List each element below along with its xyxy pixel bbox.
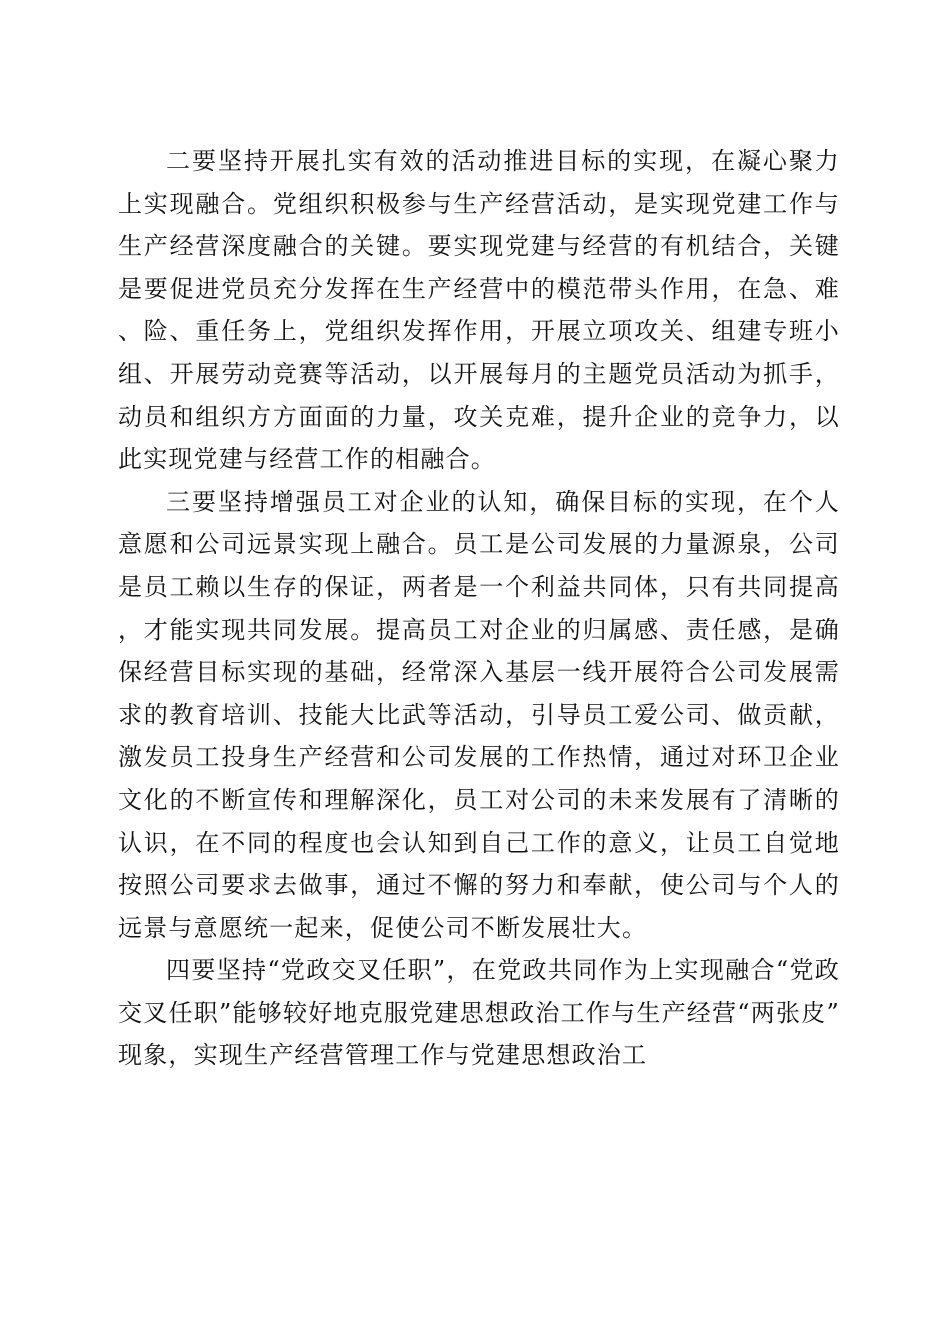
document-body <box>118 140 840 1077</box>
paragraph-3: 三要坚持增强员工对企业的认知，确保目标的实现，在个人意愿和公司远景实现上融合。员工是公司发展的力量源泉，公司是员工赖以生存的保证，两者是一个利益共同体，只有共同提高，才能实现共同发展。提高员工对企业的归属感、责任感，是确保经营目标实现的基础，经常深入基层一线开展符合公司发展需求的教育培训、技能大比武等活动，引导员工爱公司、做贡献，激发员工投身生产经营和公司发展的工作热情，通过对环卫企业文化的不断宣传和理解深化，员工对公司的未来发展有了清晰的认识，在不同的程度也会认知到自己工作的意义，让员工自觉地按照公司要求去做事，通过不懈的努力和奉献，使公司与个人的远景与意愿统一起来，促使公司不断发展壮大。 <box>118 487 840 942</box>
paragraph-2: 二要坚持开展扎实有效的活动推进目标的实现，在凝心聚力上实现融合。党组织积极参与生产经营活动，是实现党建工作与生产经营深度融合的关键。要实现党建与经营的有机结合，关键是要促进党员充分发挥在生产经营中的模范带头作用，在急、难、险、重任务上，党组织发挥作用，开展立项攻关、组建专班小组、开展劳动竞赛等活动，以开展每月的主题党员活动为抓手，动员和组织方方面面的力量，攻关克难，提升企业的竞争力，以此实现党建与经营工作的相融合。 <box>118 147 840 474</box>
paragraph-4: 四要坚持“党政交叉任职”，在党政共同作为上实现融合“党政交叉任职”能够较好地克服党建思想政治工作与生产经营“两张皮”现象，实现生产经营管理工作与党建思想政治工 <box>118 956 840 1070</box>
